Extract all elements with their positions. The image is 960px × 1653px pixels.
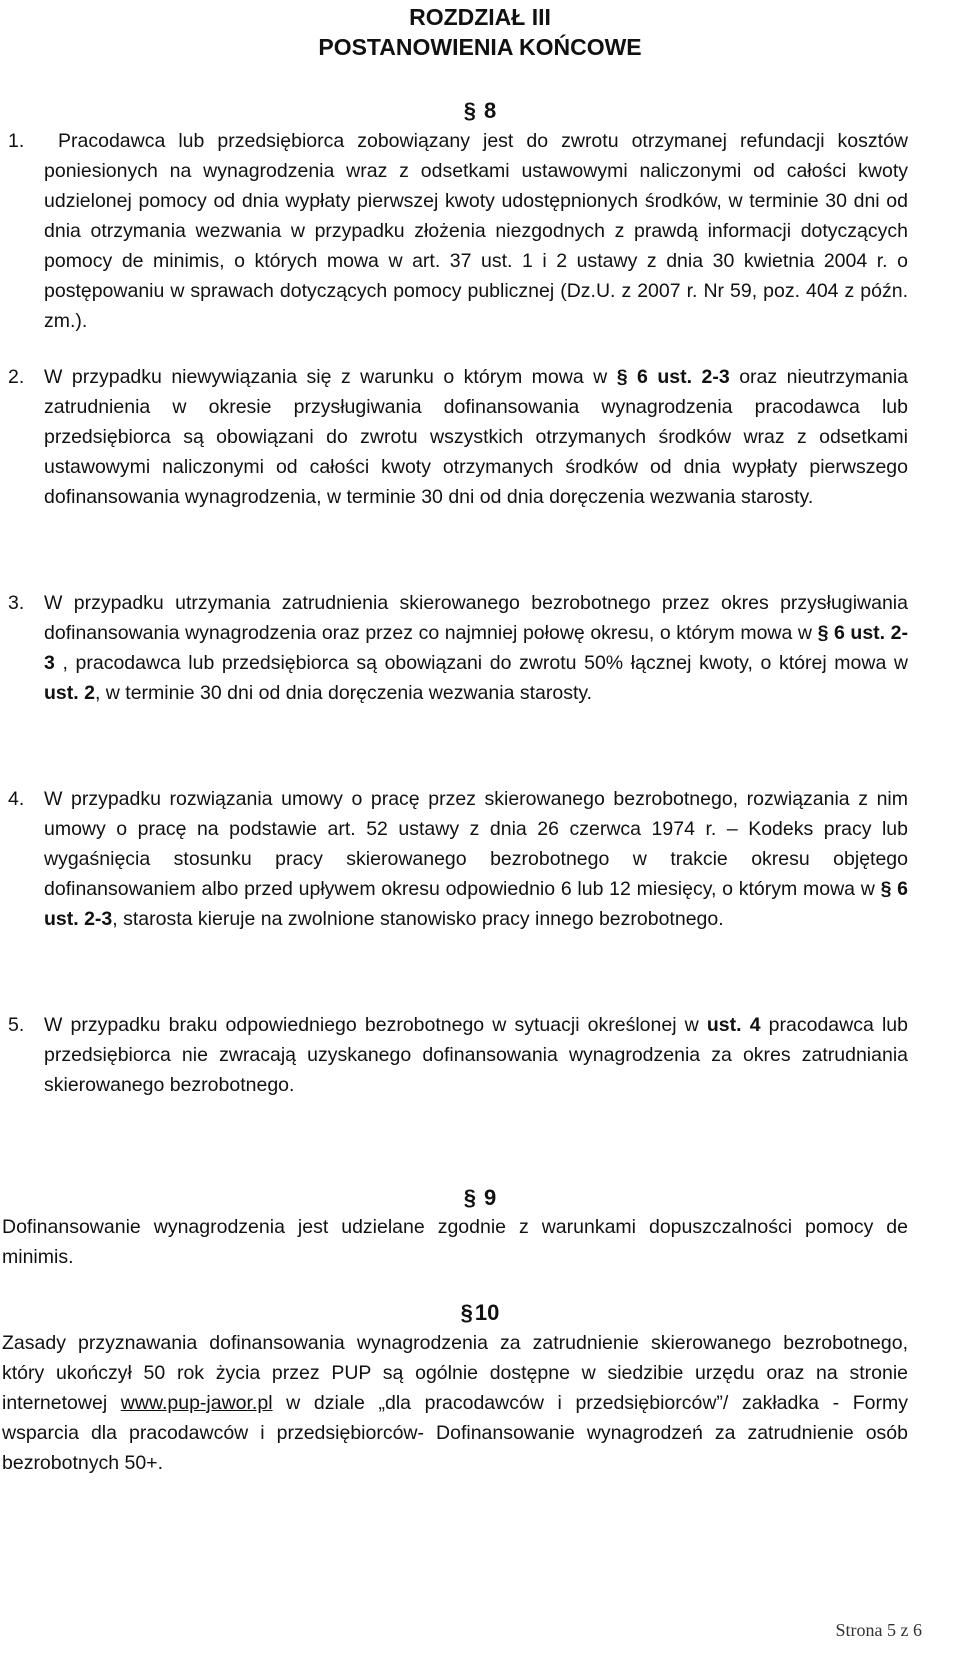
paragraph-8-2 (44, 362, 908, 512)
text-segment: , pracodawca lub przedsiębiorca są obowiązani do zwrotu 50% łącznej kwoty, o której mowa w (54, 652, 908, 674)
chapter-title: ROZDZIAŁ III (409, 4, 551, 30)
section-reference: § 6 ust. 2-3 (44, 622, 909, 674)
text-segment: W przypadku utrzymania zatrudnienia skierowanego bezrobotnego przez okres przysługiwania dofinansowania wynagrodzenia oraz przez co najmniej połowę okresu, o którym mowa w (44, 592, 908, 644)
section-reference: § 6 ust. 2-3 (616, 366, 730, 388)
item-number: 5. (8, 1014, 25, 1036)
section-symbol: § (463, 98, 476, 123)
section-symbol: § (460, 1300, 473, 1325)
section-number: 9 (484, 1185, 497, 1210)
chapter-subtitle: POSTANOWIENIA KOŃCOWE (318, 34, 642, 60)
paragraph-9: Dofinansowanie wynagrodzenia jest udzielane zgodnie z warunkami dopuszczalności pomocy de minimis. (2, 1216, 908, 1268)
text-segment: , starosta kieruje na zwolnione stanowisko pracy innego bezrobotnego. (112, 908, 724, 930)
paragraph-10 (2, 1328, 908, 1478)
section-number: 10 (474, 1300, 500, 1325)
paragraph-8-5 (44, 1010, 908, 1100)
text-segment: w dziale „dla pracodawców i przedsiębiorców”/ zakładka - Formy wsparcia dla pracodawców i przedsiębiorców- Dofinansowanie wynagrodzeń za zatrudnienie osób bezrobotnych 50+. (2, 1392, 908, 1474)
page-number: Strona 5 z 6 (835, 1620, 922, 1640)
item-number: 1. (8, 130, 25, 152)
text-segment: W przypadku rozwiązania umowy o pracę przez skierowanego bezrobotnego, rozwiązania z nim umowy o pracę na podstawie art. 52 ustawy z dnia 26 czerwca 1974 r. – Kodeks pracy lub wygaśnięcia stosunku pracy skierowanego bezrobotnego w trakcie okresu objętego dofinansowaniem albo przed upływem okresu odpowiednio 6 lub 12 miesięcy, o którym mowa w (44, 788, 908, 900)
section-heading-9 (0, 1183, 960, 1213)
item-number: 2. (8, 366, 25, 388)
section-reference: ust. 2 (44, 682, 95, 704)
section-heading-8 (0, 96, 960, 126)
section-reference: § 6 ust. 2-3 (44, 878, 908, 930)
text-segment: W przypadku braku odpowiedniego bezrobotnego w sytuacji określonej w (44, 1014, 707, 1036)
section-reference: ust. 4 (706, 1014, 761, 1036)
paragraph-8-3 (44, 588, 908, 708)
text-segment: Zasady przyznawania dofinansowania wynagrodzenia za zatrudnienie skierowanego bezrobotnego, który ukończył 50 rok życia przez PUP są ogólnie dostępne w siedzibie urzędu oraz na stronie internetowej (2, 1332, 908, 1414)
item-number: 3. (8, 592, 25, 614)
paragraph-8-4 (44, 784, 908, 934)
text-segment: oraz nieutrzymania zatrudnienia w okresie przysługiwania dofinansowania wynagrodzenia pracodawca lub przedsiębiorca są obowiązani do zwrotu wszystkich otrzymanych środków wraz z odsetkami ustawowymi naliczonymi od całości kwoty otrzymanych środków od dnia wypłaty pierwszego dofinansowania wynagrodzenia, w terminie 30 dni od dnia doręczenia wezwania starosty. (44, 366, 909, 508)
text-segment: , w terminie 30 dni od dnia doręczenia wezwania starosty. (94, 682, 593, 704)
section-heading-10 (0, 1298, 960, 1328)
section-symbol: § (463, 1185, 476, 1210)
section-number: 8 (484, 98, 497, 123)
item-number: 4. (8, 788, 25, 810)
text-segment: W przypadku niewywiązania się z warunku o którym mowa w (44, 366, 617, 388)
paragraph-8-1: Pracodawca lub przedsiębiorca zobowiązany jest do zwrotu otrzymanej refundacji kosztów poniesionych na wynagrodzenia wraz z odsetkami ustawowymi naliczonymi od całości kwoty udzielonej pomocy od dnia wypłaty pierwszej kwoty udostępnionych środków, w terminie 30 dni od dnia otrzymania wezwania w przypadku złożenia niezgodnych z prawdą informacji dotyczących pomocy de minimis, o których mowa w art. 37 ust. 1 i 2 ustawy z dnia 30 kwietnia 2004 r. o postępowaniu w sprawach dotyczących pomocy publicznej (Dz.U. z 2007 r. Nr 59, poz. 404 z późn. zm.). (44, 130, 908, 332)
website-link[interactable]: www.pup-jawor.pl (120, 1392, 273, 1414)
text-segment: pracodawca lub przedsiębiorca nie zwracają uzyskanego dofinansowania wynagrodzenia za okres zatrudniania skierowanego bezrobotnego. (44, 1014, 908, 1096)
